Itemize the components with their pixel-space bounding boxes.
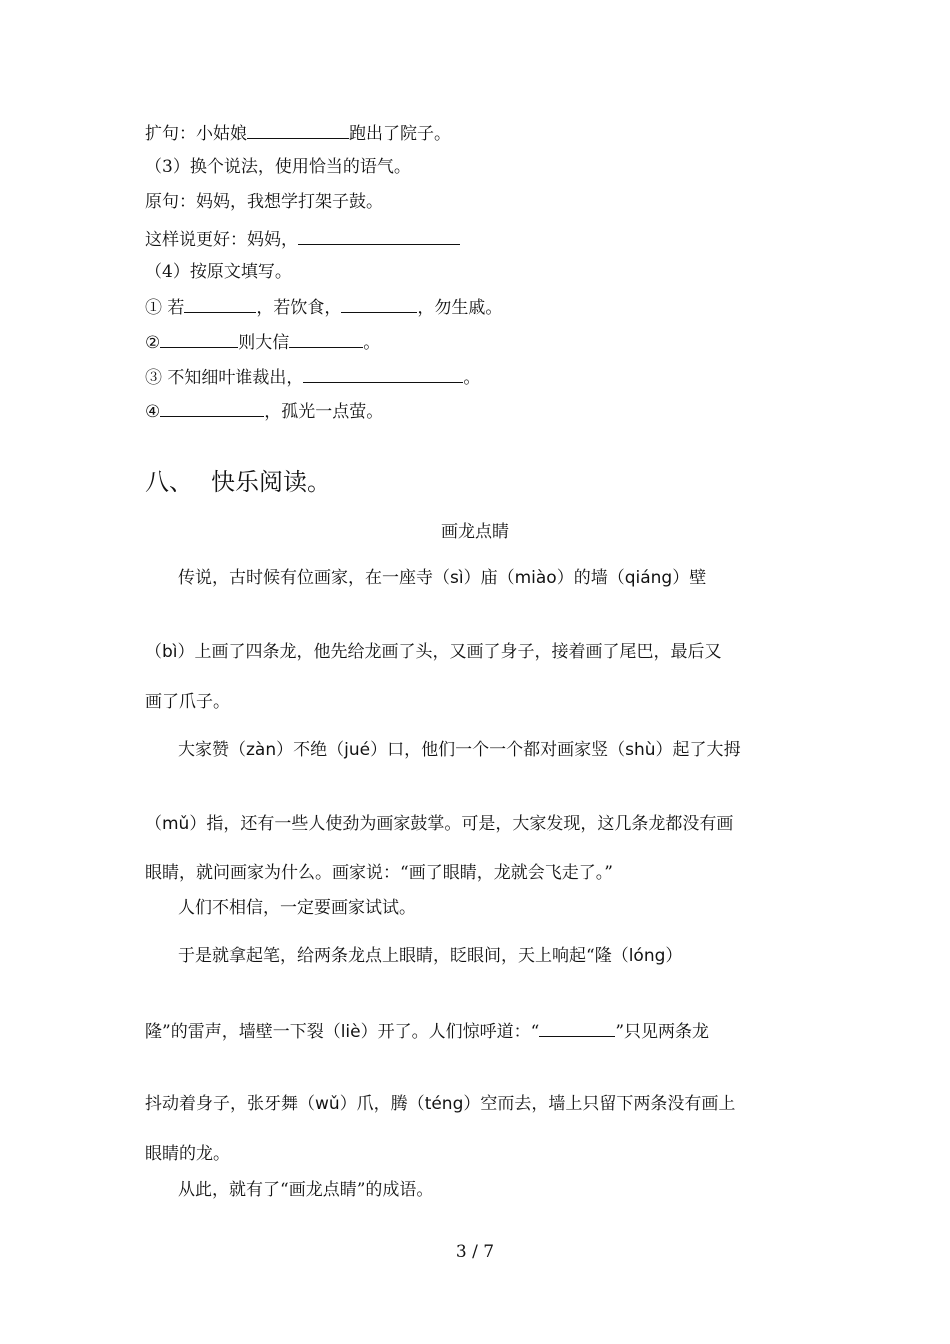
question-4-title: （4）按原文填写。 bbox=[145, 262, 292, 282]
fill-item-3-text-a: ③ 不知细叶谁裁出， bbox=[145, 368, 304, 388]
paragraph-1-line-3: 画了爪子。 bbox=[145, 692, 230, 712]
fill-item-1-blank-1[interactable] bbox=[184, 294, 256, 313]
text: （ bbox=[145, 814, 162, 834]
fill-item-4-text-a: ④ bbox=[145, 402, 161, 422]
pinyin: liè bbox=[340, 1022, 361, 1042]
text: 传说，古时候有位画家，在一座寺（ bbox=[178, 568, 450, 588]
pinyin: téng bbox=[424, 1094, 464, 1114]
text: ）的墙（ bbox=[556, 568, 625, 588]
original-sentence: 原句：妈妈，我想学打架子鼓。 bbox=[145, 192, 383, 212]
paragraph-1-line-1 bbox=[178, 566, 706, 590]
fill-item-4 bbox=[145, 398, 383, 424]
expand-sentence bbox=[145, 120, 451, 146]
text: 隆”的雷声，墙壁一下裂（ bbox=[145, 1022, 341, 1042]
paragraph-3: 人们不相信，一定要画家试试。 bbox=[178, 898, 416, 918]
text: ）爪，腾（ bbox=[339, 1094, 425, 1114]
better-sentence bbox=[145, 226, 460, 252]
fill-item-3-text-c: 。 bbox=[463, 368, 481, 388]
text: 抖动着身子，张牙舞（ bbox=[145, 1094, 315, 1114]
better-prefix: 这样说更好：妈妈， bbox=[145, 230, 298, 250]
paragraph-4-line-4: 眼睛的龙。 bbox=[145, 1144, 230, 1164]
text: ）空而去，墙上只留下两条没有画上 bbox=[463, 1094, 736, 1114]
paragraph-2-line-3: 眼睛，就问画家为什么。画家说：“画了眼睛，龙就会飞走了。” bbox=[145, 863, 613, 883]
expand-label: 扩句：小姑娘 bbox=[145, 124, 247, 144]
text: ）开了。人们惊呼道：“ bbox=[360, 1022, 540, 1042]
fill-item-3-blank[interactable] bbox=[303, 364, 463, 383]
fill-item-4-blank[interactable] bbox=[160, 398, 264, 417]
fill-item-1-text-a: ① 若 bbox=[145, 298, 185, 318]
fill-item-2-text-a: ② bbox=[145, 333, 161, 353]
paragraph-5: 从此，就有了“画龙点睛”的成语。 bbox=[178, 1180, 434, 1200]
pinyin: lóng bbox=[628, 946, 666, 966]
text: ”只见两条龙 bbox=[615, 1022, 710, 1042]
exclamation-blank[interactable] bbox=[539, 1018, 615, 1037]
section-number: 八、 bbox=[145, 468, 193, 496]
pinyin: shù bbox=[625, 740, 656, 760]
text: ）庙（ bbox=[463, 568, 515, 588]
text: 于是就拿起笔，给两条龙点上眼睛，眨眼间，天上响起“隆（ bbox=[178, 946, 629, 966]
paragraph-2-line-1 bbox=[178, 738, 741, 762]
pinyin: zàn bbox=[246, 740, 277, 760]
paragraph-4-line-3 bbox=[145, 1092, 735, 1116]
paragraph-4-line-2 bbox=[145, 1018, 709, 1044]
pinyin: sì bbox=[450, 568, 464, 588]
fill-item-1-text-b: ，若饮食， bbox=[256, 298, 342, 318]
text: ）起了大拇 bbox=[655, 740, 741, 760]
fill-item-3 bbox=[145, 364, 480, 390]
paragraph-2-line-2 bbox=[145, 812, 733, 836]
text: ）上画了四条龙，他先给龙画了头，又画了身子，接着画了尾巴，最后又 bbox=[177, 642, 722, 662]
fill-item-1-text-c: ，勿生戚。 bbox=[417, 298, 503, 318]
fill-item-2-blank-1[interactable] bbox=[160, 329, 238, 348]
page-number: 3 / 7 bbox=[455, 1242, 495, 1262]
section-heading bbox=[145, 466, 331, 498]
text: 大家赞（ bbox=[178, 740, 246, 760]
expand-end: 跑出了院子。 bbox=[349, 124, 451, 144]
fill-item-1 bbox=[145, 294, 502, 320]
fill-item-2-text-b: 则大信 bbox=[238, 333, 290, 353]
paragraph-1-line-2 bbox=[145, 640, 722, 664]
fill-item-2 bbox=[145, 329, 380, 355]
text: ） bbox=[665, 946, 683, 966]
section-title: 快乐阅读。 bbox=[211, 468, 331, 496]
text: ）壁 bbox=[672, 568, 707, 588]
fill-item-2-blank-2[interactable] bbox=[289, 329, 363, 348]
pinyin: wǔ bbox=[315, 1094, 340, 1114]
pinyin: qiáng bbox=[624, 568, 673, 588]
question-3-title: （3）换个说法，使用恰当的语气。 bbox=[145, 157, 411, 177]
pinyin: bì bbox=[162, 642, 178, 662]
text: ）不绝（ bbox=[276, 740, 345, 760]
pinyin: miào bbox=[514, 568, 557, 588]
better-blank[interactable] bbox=[298, 226, 460, 245]
text: ）指，还有一些人使劲为画家鼓掌。可是，大家发现，这几条龙都没有画 bbox=[189, 814, 734, 834]
fill-item-1-blank-2[interactable] bbox=[341, 294, 417, 313]
pinyin: jué bbox=[344, 740, 371, 760]
expand-blank[interactable] bbox=[247, 120, 349, 139]
paragraph-4-line-1 bbox=[178, 944, 682, 968]
pinyin: mǔ bbox=[162, 814, 190, 834]
fill-item-2-text-c: 。 bbox=[363, 333, 381, 353]
text: ）口，他们一个一个都对画家竖（ bbox=[370, 740, 626, 760]
text: （ bbox=[145, 642, 162, 662]
fill-item-4-text-c: ，孤光一点萤。 bbox=[264, 402, 384, 422]
reading-title: 画龙点睛 bbox=[441, 522, 509, 542]
